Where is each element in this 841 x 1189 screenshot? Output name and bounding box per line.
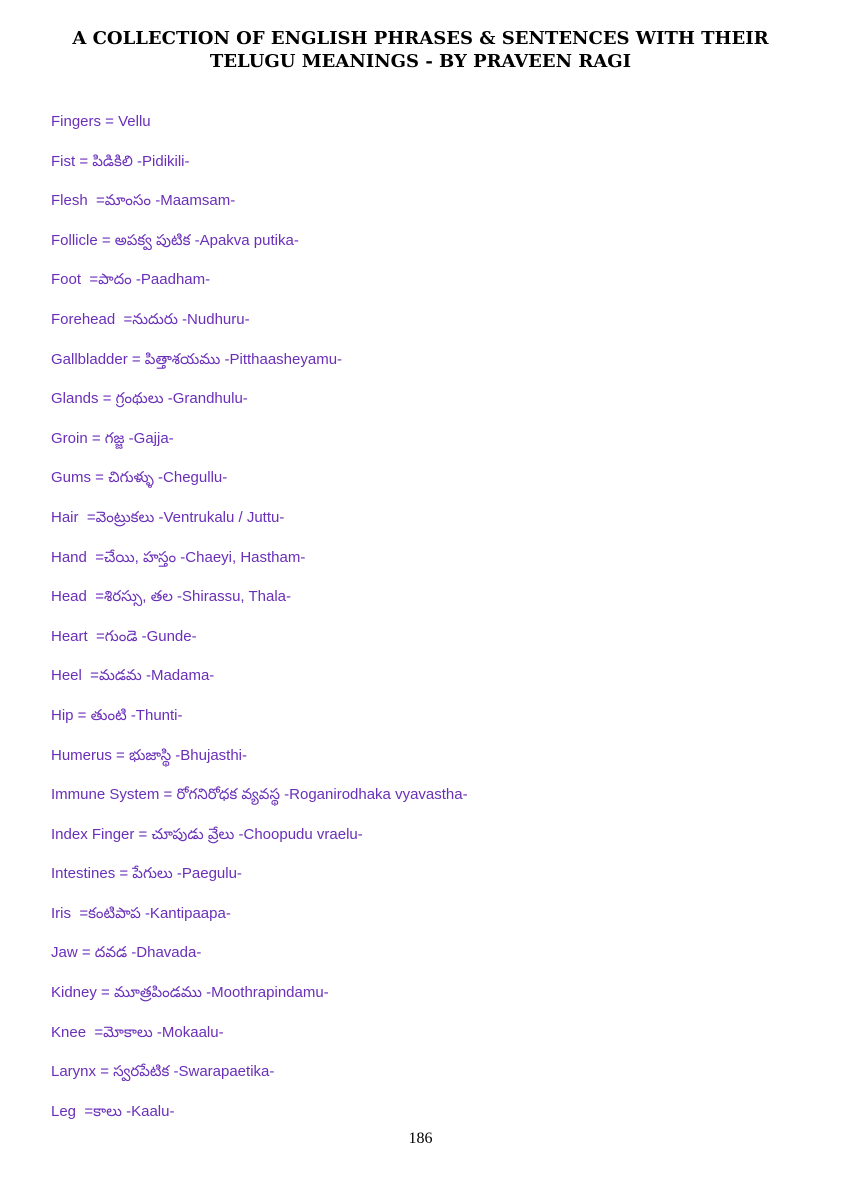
- vocabulary-entry: Forehead =నుదురు -Nudhuru-: [51, 310, 250, 328]
- vocabulary-entry: Humerus = భుజాస్థి -Bhujasthi-: [51, 746, 248, 764]
- vocabulary-entry: Hair =వెంట్రుకలు -Ventrukalu / Juttu-: [51, 508, 285, 526]
- vocabulary-entry: Flesh =మాంసం -Maamsam-: [51, 192, 236, 210]
- vocabulary-entry: Iris =కంటిపాప -Kantipaapa-: [51, 904, 231, 922]
- vocabulary-entry: Head =శిరస్సు, తల -Shirassu, Thala-: [51, 588, 291, 606]
- vocabulary-entry: Kidney = మూత్రపిండము -Moothrapindamu-: [51, 984, 329, 1002]
- page-title-line-1: A COLLECTION OF ENGLISH PHRASES & SENTENCES WITH THEIR: [72, 28, 769, 49]
- vocabulary-entry: Jaw = దవడ -Dhavada-: [51, 944, 202, 962]
- vocabulary-entry: Intestines = పేగులు -Paegulu-: [51, 865, 242, 883]
- vocabulary-entry: Gallbladder = పిత్తాశయము -Pitthaasheyamu-: [51, 350, 343, 368]
- page-title-line-2: TELUGU MEANINGS - BY PRAVEEN RAGI: [209, 51, 632, 72]
- vocabulary-list: [51, 112, 468, 1141]
- vocabulary-entry: Glands = గ్రంథులు -Grandhulu-: [51, 390, 248, 408]
- vocabulary-entry: Foot =పాదం -Paadham-: [51, 271, 211, 289]
- vocabulary-entry: Hip = తుంటి -Thunti-: [51, 706, 183, 724]
- vocabulary-entry: Fist = పిడికిలి -Pidikili-: [51, 152, 190, 170]
- page-number: 186: [408, 1130, 433, 1147]
- vocabulary-entry: Leg =కాలు -Kaalu-: [51, 1102, 175, 1120]
- vocabulary-entry: Immune System = రోగనిరోధక వ్యవస్థ -Roganirodhaka vyavastha-: [51, 786, 468, 804]
- vocabulary-entry: Gums = చిగుళ్ళు -Chegullu-: [51, 469, 228, 487]
- vocabulary-entry: Follicle = అపక్వ పుటిక -Apakva putika-: [51, 231, 299, 249]
- vocabulary-entry: Heart =గుండె -Gunde-: [51, 627, 197, 645]
- vocabulary-entry: Knee =మోకాలు -Mokaalu-: [51, 1023, 224, 1041]
- vocabulary-entry: Index Finger = చూపుడు వ్రేలు -Choopudu vraelu-: [51, 825, 363, 843]
- vocabulary-entry: Larynx = స్వరపేటిక -Swarapaetika-: [51, 1063, 275, 1081]
- vocabulary-entry: Fingers = Vellu: [51, 113, 151, 130]
- vocabulary-entry: Heel =మడమ -Madama-: [51, 667, 215, 685]
- page-header: [0, 27, 841, 73]
- vocabulary-entry: Groin = గజ్జ -Gajja-: [51, 429, 174, 447]
- vocabulary-entry: Hand =చేయి, హస్తం -Chaeyi, Hastham-: [51, 548, 306, 566]
